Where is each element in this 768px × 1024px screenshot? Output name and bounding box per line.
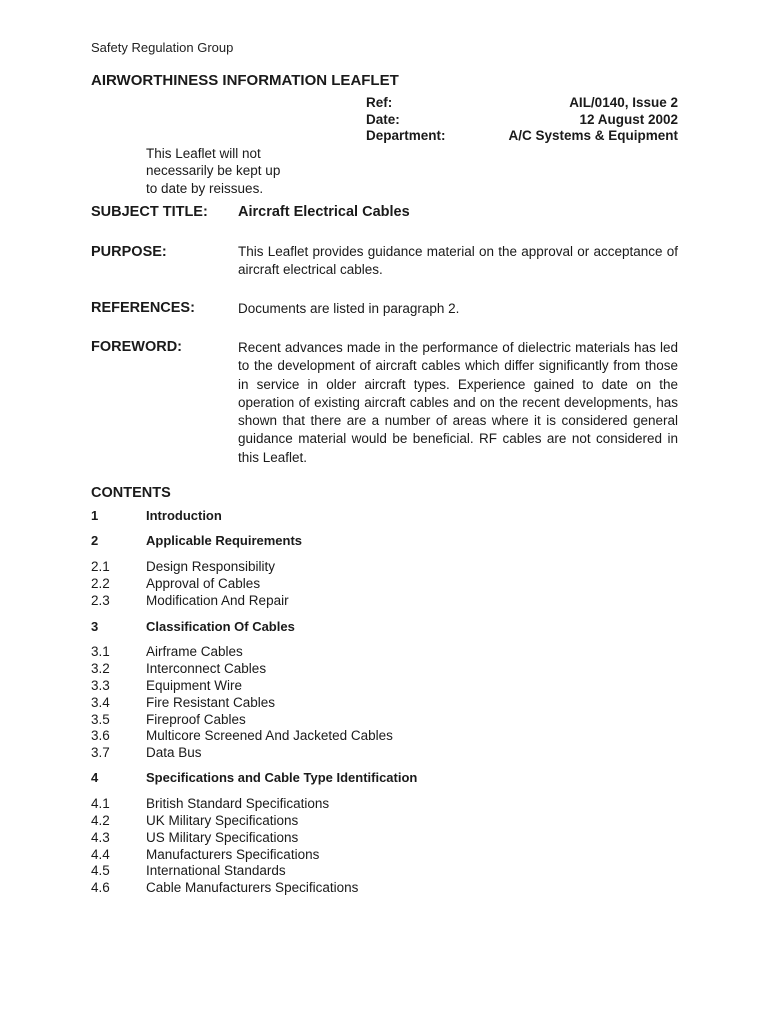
document-title: AIRWORTHINESS INFORMATION LEAFLET [91,72,399,89]
note-line: to date by reissues. [146,180,264,196]
toc-item: 4.2 UK Military Specifications [91,813,299,828]
toc-heading: 2 Applicable Requirements [91,533,303,548]
note-line: necessarily be kept up [146,163,281,179]
toc-heading: 4 Specifications and Cable Type Identification [91,770,418,785]
toc-item: 4.3 US Military Specifications [91,830,299,845]
toc-item: 4.4 Manufacturers Specifications [91,847,320,862]
toc-item: 3.7 Data Bus [91,745,202,760]
toc-item: 2.1 Design Responsibility [91,559,276,574]
toc-item: 3.6 Multicore Screened And Jacketed Cables [91,728,393,743]
meta-value: 12 August 2002 [579,111,678,127]
meta-value: A/C Systems & Equipment [508,128,678,144]
toc-item: 2.3 Modification And Repair [91,593,289,608]
subject-label: SUBJECT TITLE: [91,204,208,220]
meta-key: Department: [366,128,446,144]
contents-title: CONTENTS [91,485,171,501]
purpose-text: This Leaflet provides guidance material on the approval or acceptance of aircraft electrical cables. [238,244,678,278]
toc-item: 3.2 Interconnect Cables [91,661,267,676]
meta-row-date [366,112,678,129]
subject-title: Aircraft Electrical Cables [238,204,410,220]
toc-heading: 3 Classification Of Cables [91,619,295,634]
foreword-text: Recent advances made in the performance of dielectric materials has led to the development of aircraft cables which differ significantly from those in service in older aircraft types. Experience gained to date on the operation of existing aircraft cables and on the recent developments, has shown that there are a number of areas where it is considered general guidance material would be beneficial. RF cables are not considered in this Leaflet. [238,340,678,465]
meta-key: Ref: [366,95,393,110]
reissue-note [146,145,316,197]
references-text: Documents are listed in paragraph 2. [238,301,460,316]
note-line: This Leaflet will not [146,146,261,161]
foreword-label: FOREWORD: [91,339,183,355]
meta-value: AIL/0140, Issue 2 [569,95,678,110]
toc-item: 4.1 British Standard Specifications [91,796,330,811]
toc-item: 4.6 Cable Manufacturers Specifications [91,880,359,895]
toc-item: 2.2 Approval of Cables [91,576,261,591]
meta-key: Date: [366,111,400,127]
toc-item: 3.4 Fire Resistant Cables [91,695,276,710]
toc-item: 3.3 Equipment Wire [91,678,243,693]
group-name: Safety Regulation Group [91,40,234,55]
toc-item: 3.5 Fireproof Cables [91,712,246,727]
toc-heading: 1 Introduction [91,508,222,523]
meta-row-department [366,128,678,145]
references-label: REFERENCES: [91,300,195,316]
purpose-label: PURPOSE: [91,244,167,260]
toc-item: 3.1 Airframe Cables [91,644,243,659]
meta-row-ref [366,95,678,112]
toc-item: 4.5 International Standards [91,863,286,878]
document-meta [366,95,678,145]
